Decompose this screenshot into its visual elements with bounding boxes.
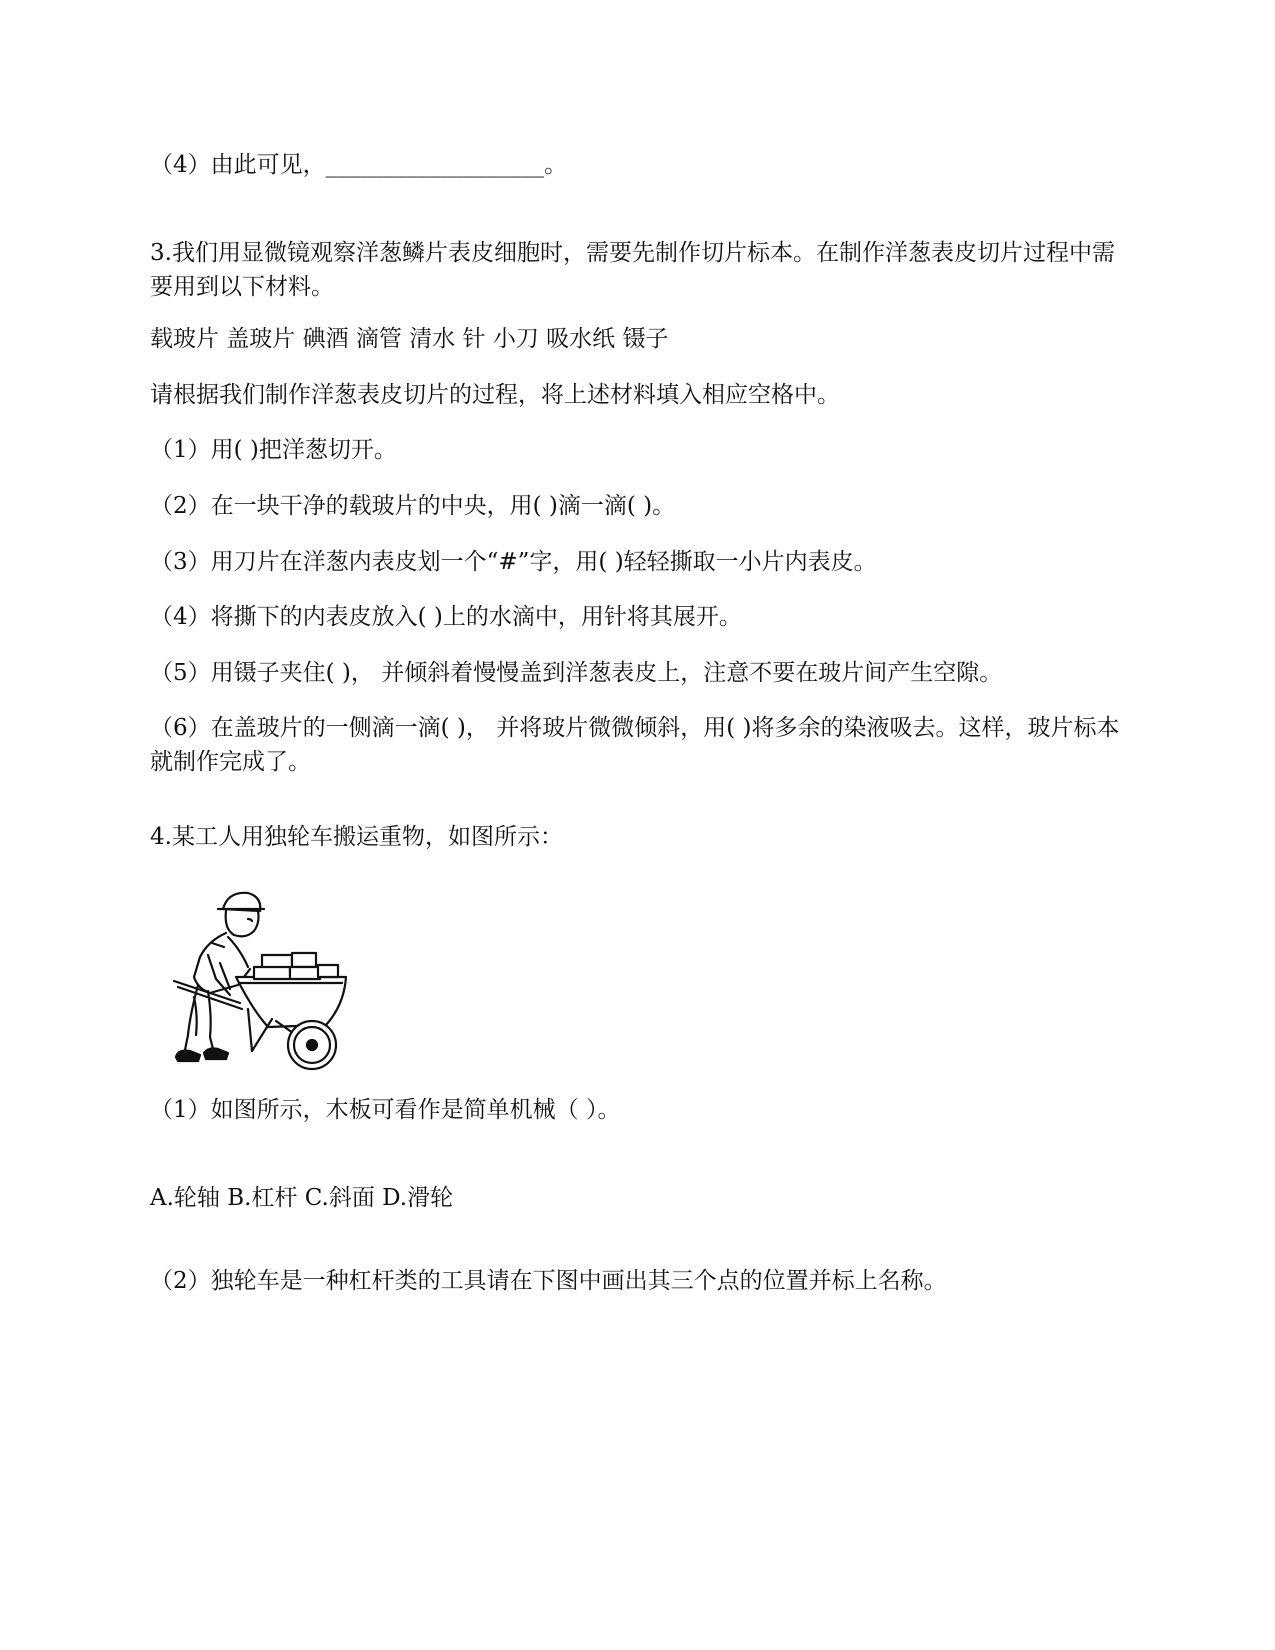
question-3-instruction: 请根据我们制作洋葱表皮切片的过程，将上述材料填入相应空格中。	[150, 382, 840, 408]
wheelbarrow-worker-figure	[168, 885, 378, 1075]
materials-list: 载玻片 盖玻片 碘酒 滴管 清水 针 小刀 吸水纸 镊子	[150, 326, 669, 352]
step-3: （3）用刀片在洋葱内表皮划一个“#”字，用( )轻轻撕取一小片内表皮。	[150, 549, 877, 575]
step-5: （5）用镊子夹住( )， 并倾斜着慢慢盖到洋葱表皮上，注意不要在玻片间产生空隙。	[150, 660, 1003, 686]
step-2: （2）在一块干净的载玻片的中央，用( )滴一滴( )。	[150, 493, 676, 519]
step-1: （1）用( )把洋葱切开。	[150, 437, 397, 463]
step-4: （4）将撕下的内表皮放入( )上的水滴中，用针将其展开。	[150, 604, 742, 630]
question-4-part-1: （1）如图所示，木板可看作是简单机械（ ）。	[150, 1097, 621, 1123]
question-4-part-2: （2）独轮车是一种杠杆类的工具请在下图中画出其三个点的位置并标上名称。	[150, 1268, 947, 1294]
answer-options: A.轮轴 B.杠杆 C.斜面 D.滑轮	[150, 1185, 454, 1211]
question-3-intro: 3.我们用显微镜观察洋葱鳞片表皮细胞时，需要先制作切片标本。在制作洋葱表皮切片过程中需要用到以下材料。	[150, 240, 1115, 300]
step-6: （6）在盖玻片的一侧滴一滴( )， 并将玻片微微倾斜，用( )将多余的染液吸去。这样，玻片标本就制作完成了。	[150, 715, 1120, 775]
question-2-part-4: （4）由此可见，___________________。	[150, 152, 568, 178]
question-4-intro: 4.某工人用独轮车搬运重物，如图所示：	[150, 824, 563, 850]
